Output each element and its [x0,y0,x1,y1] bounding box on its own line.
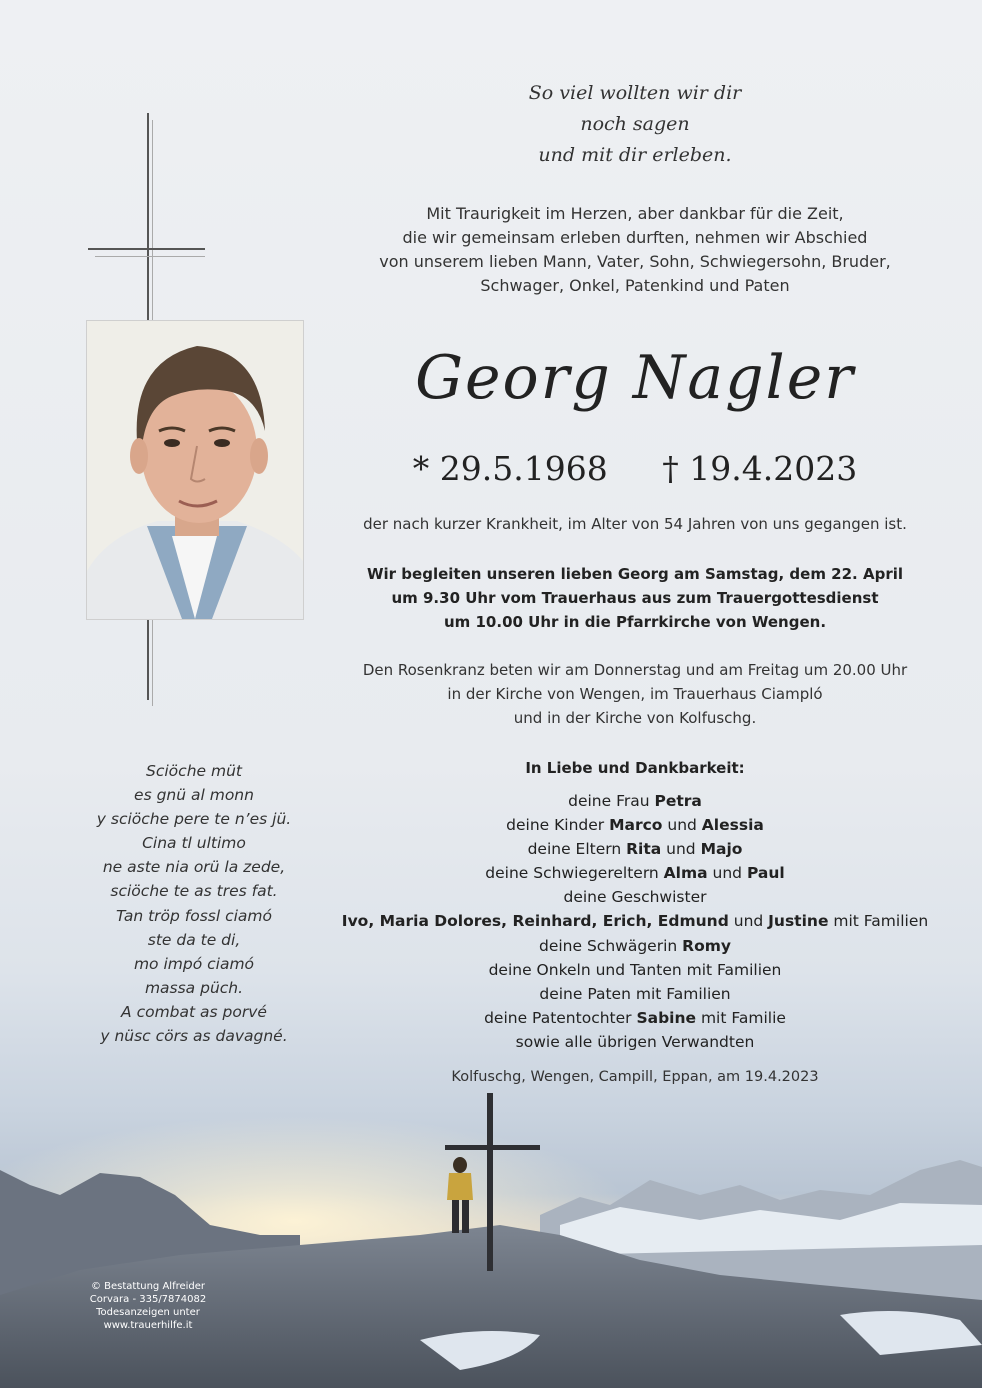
mourner-line [340,1030,930,1054]
cross-horizontal-line [88,248,205,250]
intro-line: die wir gemeinsam erleben durften, nehmen wir Abschied [402,228,868,247]
mourner-name: Petra [654,792,702,810]
mourner-text: deine Geschwister [563,888,707,907]
mourner-name: Romy [682,936,731,955]
poem-line: Sciöche müt [146,762,242,780]
poem-line: ne aste nia orü la zede, [102,858,286,877]
credit-line: Corvara - 335/7874082 [89,1294,207,1305]
cross-vertical-line-bottom [147,618,149,700]
mourner-text: deine Schwiegereltern [485,864,664,883]
thanks-heading: In Liebe und Dankbarkeit: [525,759,745,777]
mourner-text: und [728,912,769,931]
mourner-name: Rita [626,840,662,859]
intro-line: von unserem lieben Mann, Vater, Sohn, Schwiegersohn, Bruder, [379,252,891,271]
mourner-name: Marco [609,816,663,835]
place-and-date: Kolfuschg, Wengen, Campill, Eppan, am 19.4.2023 [451,1069,819,1085]
mourner-text: deine Onkeln und Tanten mit Familien [488,960,782,979]
cross-shadow-horizontal [95,256,205,257]
mourner-line [340,885,930,909]
rosary-info [340,658,930,730]
mourners-list [340,789,930,1054]
mourner-name: Ivo, Maria Dolores, Reinhard, Erich, Edmund [341,912,729,931]
cross-shadow-line-top [152,120,153,320]
mourner-text: sowie alle übrigen Verwandten [515,1032,755,1051]
mourner-text: deine Patentochter [484,1008,637,1027]
poem-line: ste da te di, [147,930,241,949]
poem-line: massa püch. [144,978,244,997]
credit-line: Todesanzeigen unter [96,1307,200,1318]
poem-line: Cina tl ultimo [142,834,246,853]
quote-line: So viel wollten wir dir [528,82,742,104]
mourner-text: deine Paten mit Familien [539,984,731,1003]
death-date: † 19.4.2023 [662,449,858,488]
mourner-line [340,861,930,885]
funeral-line: um 9.30 Uhr vom Trauerhaus aus zum Trauergottesdienst [391,589,879,607]
credit-line: © Bestattung Alfreider [90,1281,206,1292]
mourner-name: Alessia [701,816,764,835]
funeral-line: Wir begleiten unseren lieben Georg am Samstag, dem 22. April [367,565,903,583]
poem-line: A combat as porvé [121,1002,267,1021]
mourner-text: und [662,816,702,835]
mountain-summit-scene [0,1085,982,1388]
mourner-name: Majo [700,840,743,859]
mourner-name: Alma [663,864,708,883]
poem-line: mo impó ciamó [133,954,255,973]
mourner-line [340,934,930,958]
opening-quote [340,78,930,171]
mourner-line [340,1006,930,1030]
death-notice: der nach kurzer Krankheit, im Alter von 54 Jahren von uns gegangen ist. [363,515,907,533]
mourner-line [340,909,930,933]
rosary-line: und in der Kirche von Kolfuschg. [513,709,757,727]
intro-line: Schwager, Onkel, Patenkind und Paten [480,276,790,295]
mourner-name: Justine [768,912,829,931]
mourner-text: mit Familien [828,912,929,931]
rosary-line: Den Rosenkranz beten wir am Donnerstag und am Freitag um 20.00 Uhr [362,661,908,679]
portrait-illustration [87,321,303,619]
poem-line: y sciöche pere te n’es jü. [96,810,292,829]
mourner-text: deine Schwägerin [539,936,683,955]
funeral-home-credits [78,1280,218,1332]
mourner-text: und [661,840,701,859]
mourner-name: Sabine [636,1008,697,1027]
intro-line: Mit Traurigkeit im Herzen, aber dankbar für die Zeit, [426,204,844,223]
poem-line: Tan tröp fossl ciamó [115,906,273,925]
poem-line: es gnü al monn [134,786,254,805]
mourner-line [340,789,930,813]
funeral-line: um 10.00 Uhr in die Pfarrkirche von Wengen. [443,613,827,631]
intro-text [340,202,930,298]
mourner-text: deine Eltern [527,840,627,859]
deceased-name: Georg Nagler [415,343,855,413]
cross-shadow-line-bottom [152,618,153,706]
cross-vertical-line-top [147,113,149,320]
mourner-text: deine Frau [568,792,655,810]
poem-line: sciöche te as tres fat. [110,882,278,901]
rosary-line: in der Kirche von Wengen, im Trauerhaus Ciampló [447,685,823,703]
funeral-info [340,562,930,634]
mourner-line [340,813,930,837]
ladin-poem [70,759,318,1048]
portrait-photo [86,320,304,620]
mourner-text: mit Familie [696,1008,786,1027]
quote-line: noch sagen [580,113,690,135]
credit-website-link[interactable]: www.trauerhilfe.it [103,1320,193,1331]
life-dates [340,446,930,492]
mourner-name: Paul [746,864,785,883]
mourner-line [340,982,930,1006]
mourner-line [340,837,930,861]
birth-date: * 29.5.1968 [412,449,608,488]
quote-line: und mit dir erleben. [538,144,732,166]
mourner-line [340,958,930,982]
mourner-text: und [707,864,747,883]
poem-line: y nüsc cörs as davagné. [100,1027,288,1046]
mourner-text: deine Kinder [506,816,610,835]
